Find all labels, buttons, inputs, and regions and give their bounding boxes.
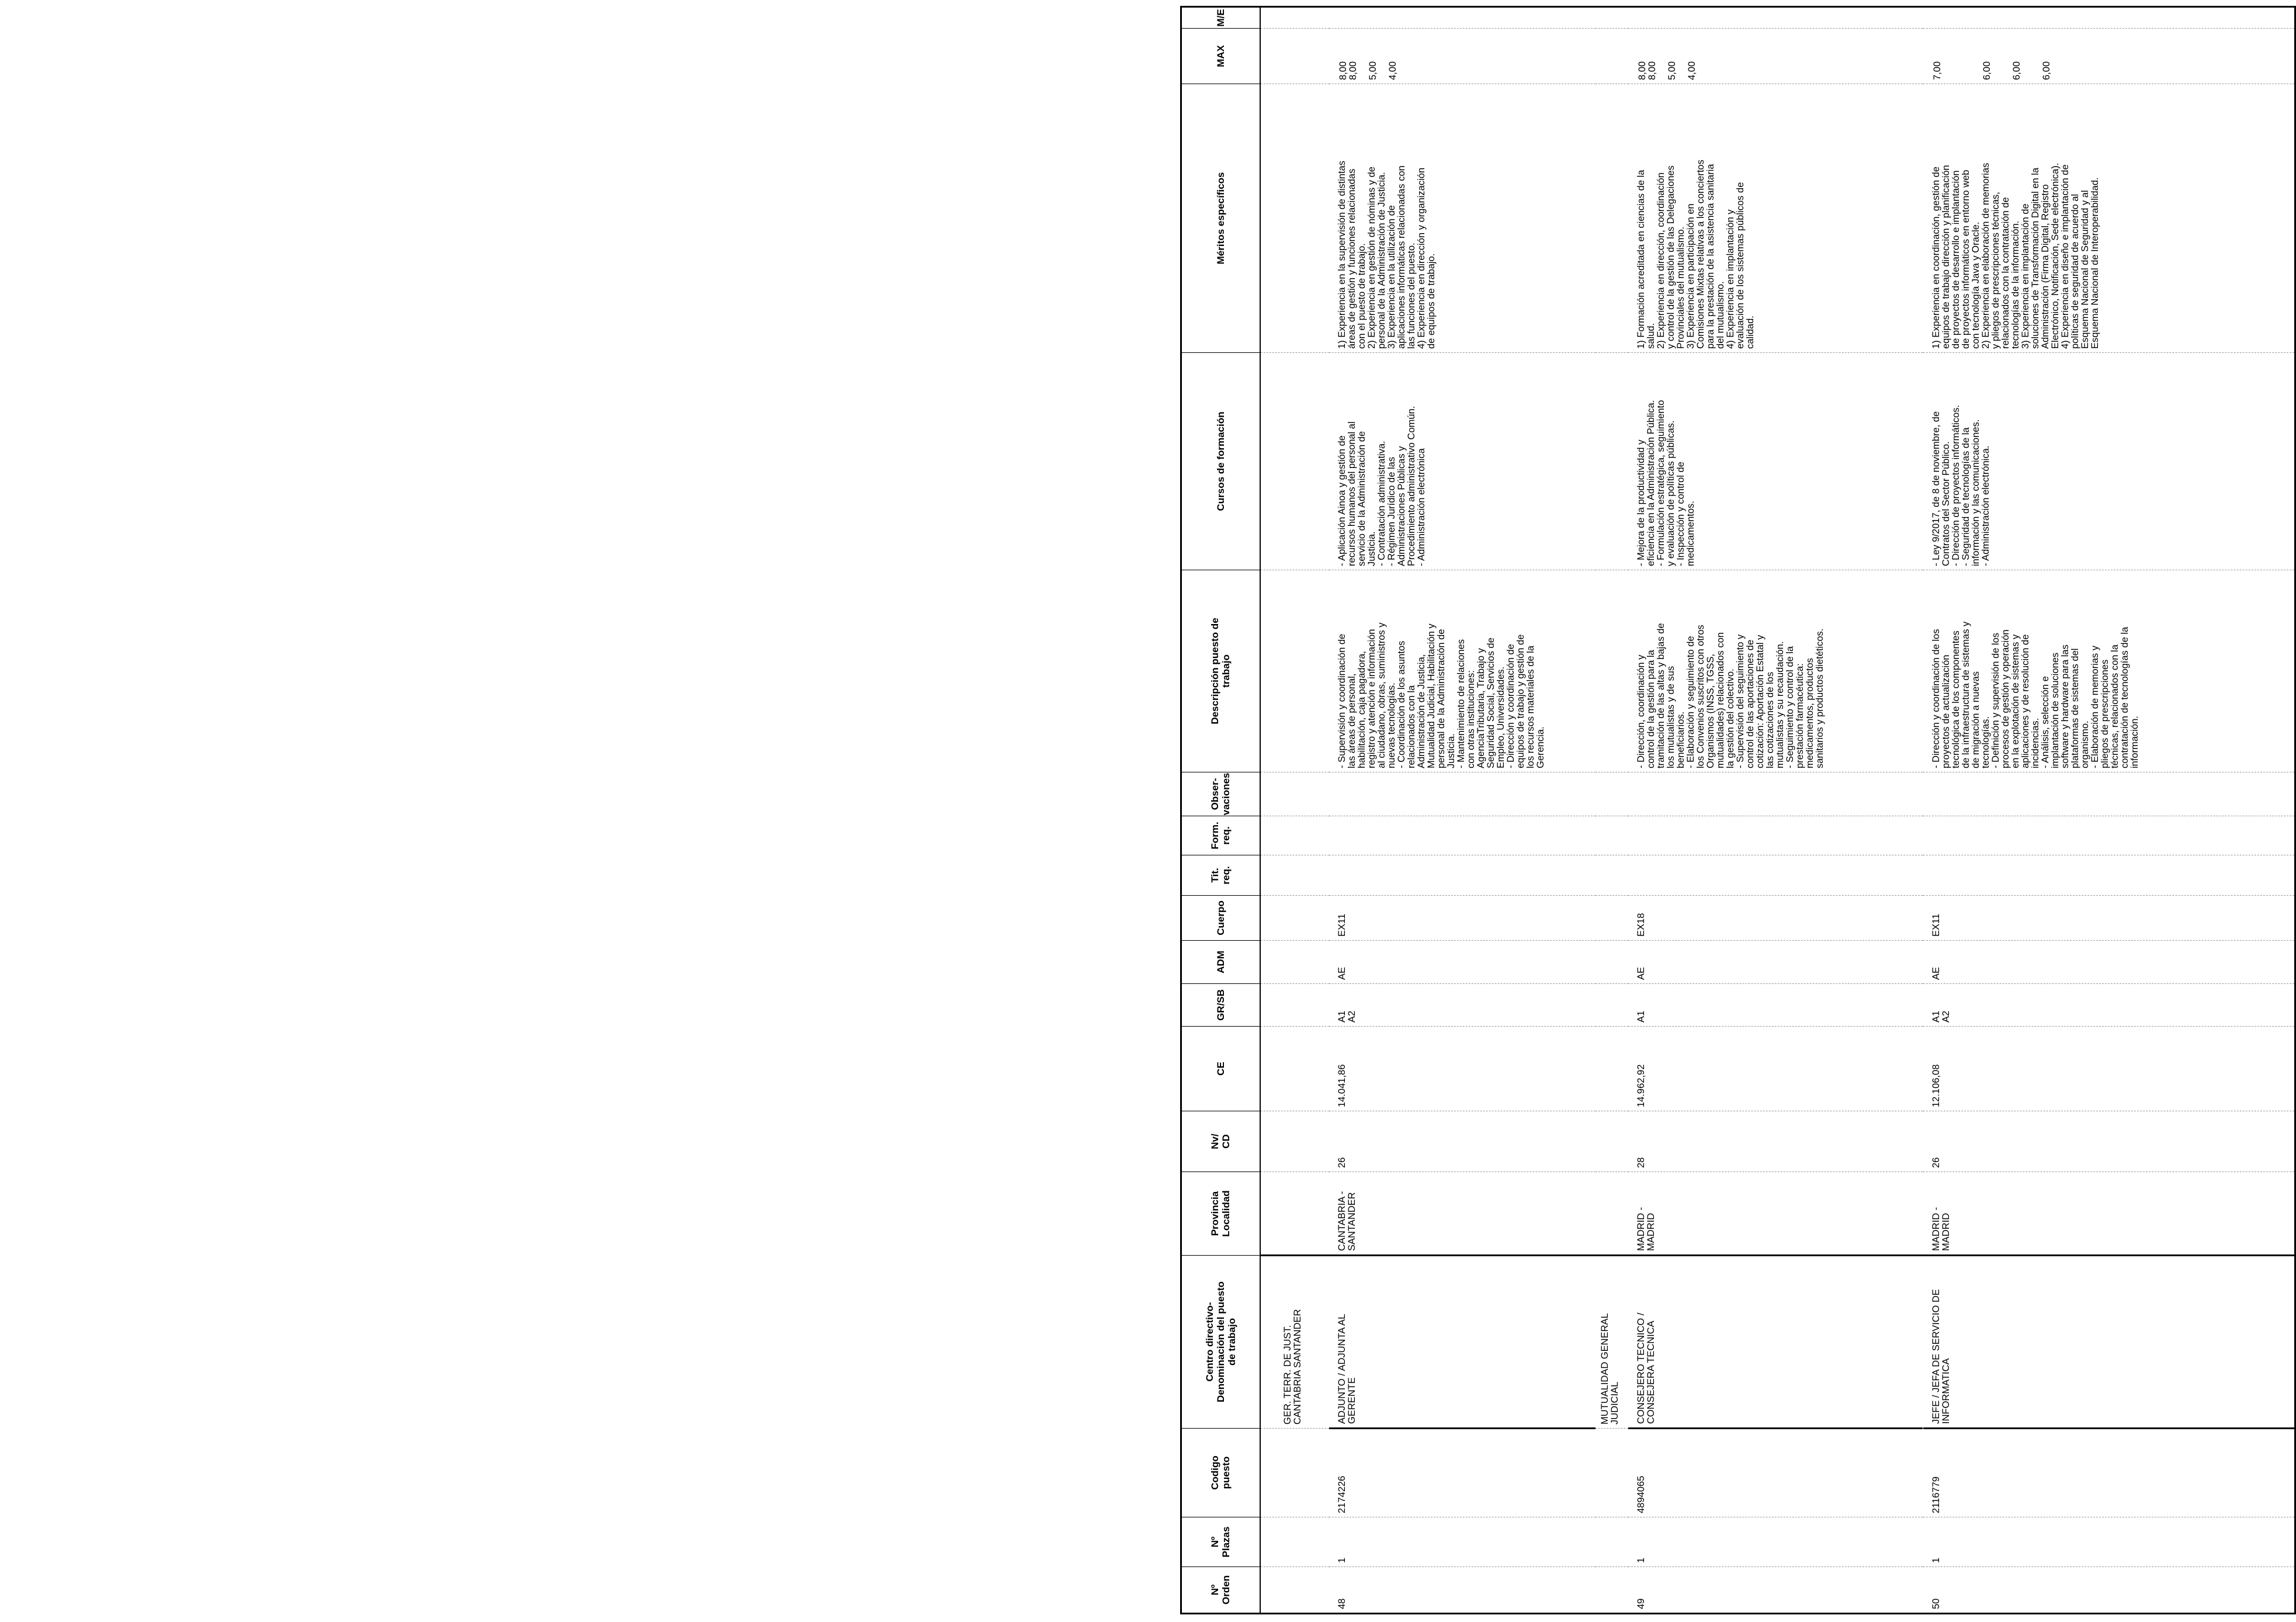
cell-plazas [1923, 1517, 2295, 1567]
header-plazas: Nº Plazas [1181, 1517, 1260, 1567]
cell-me [1329, 7, 1596, 29]
header-adm: ADM [1181, 941, 1260, 984]
cell-cursos [1628, 353, 1922, 570]
cell-codigo [1628, 1429, 1922, 1517]
cell-adm [1628, 941, 1922, 984]
cell-max [1923, 29, 2295, 84]
cell-plazas [1329, 1517, 1596, 1567]
cell-max [1628, 29, 1922, 84]
cell-meritos-text: 1) Experiencia en coordinación, gestión de equipos de trabajo dirección y planificación de proyectos de desarrollo e implantación de proyectos informáticos en entorno web con tecnología Java y Oracle. 2) Experiencia en elaboración de memorias y pliegos de prescripciones técnicas, relacionados con la contratación de tecnologías de la información. 3) Experiencia en implantación de soluciones de Transformación Digital en la Administración (Firma Digital, Registro Electrónico, Notificación, Sede electrónica). 4) Experiencia en diseño e implantación de políticas de seguridad de acuerdo al Esquema Nacional de Seguridad y al Esquema Nacional de Interoperabilidad. [1930, 162, 2100, 349]
cell-descripcion-text: - Supervisión y coordinación de las áreas de personal, habilitación, caja pagadora, registro y atención e información al ciudadano, obras, suministros y nuevas tecnologías. - Coordinación de los asuntos relacionados con la Administración de Justicia, Mutualidad Judicial, Habilitación y personal de la Administración de Justicia. - Mantenimiento de relaciones con otras instituciones: AgenciaTributaria, Trabajo y Seguridad Social, Servicios de Empleo, Universidades. - Dirección y coordinación de equipos de trabajo y gestión de los recursos materiales de la Gerencia. [1336, 622, 1546, 768]
cell-grsb [1329, 984, 1596, 1027]
header-form: Form. req. [1181, 816, 1260, 855]
cell-cuerpo [1923, 896, 2295, 941]
rotated-table-sheet [1180, 8, 2296, 1614]
group-spacer-cell [1596, 29, 1628, 84]
cell-centro [1628, 1256, 1922, 1429]
cell-meritos-text: 1) Experiencia en la supervisión de distintas áreas de gestión y funciones relacionadas con el puesto de trabajo. 2) Experiencia en gestión de nóminas y de personal de la Administración de Justicia. 3) Experiencia en la utilización de aplicaciones informáticas relacionadas con las funciones del puesto. 4) Experiencia en dirección y organización de equipos de trabajo. [1336, 161, 1437, 349]
group-spacer-cell [1596, 7, 1628, 29]
cell-nv [1923, 1111, 2295, 1172]
group-header-label: GER. TERR. DE JUST. CANTABRIA SANTANDER [1282, 1309, 1303, 1425]
table-row [1923, 7, 2295, 1614]
max-score: 7,00 [1931, 61, 1943, 80]
cell-cursos-text: - Aplicación Ainoa y gestión de recursos humanos del personal al servicio de la Administración de Justicia. - Contratación administrativa. - Régimen Jurídico de las Administraciones Públicas y Procedimiento administrativo Común. - Administración electrónica [1336, 406, 1427, 566]
cell-meritos [1923, 84, 2295, 353]
cell-provincia-text: MADRID - MADRID [1930, 1207, 1951, 1251]
cell-provincia-text: CANTABRIA - SANTANDER [1336, 1191, 1357, 1251]
cell-cursos-text: - Mejora de la productividad y eficiencia en la Administración Pública. - Formulación estratégica, seguimiento y evaluación de políticas públicas. - Inspección y control de medicamentos. [1636, 400, 1697, 566]
cell-ce-text: 14.962,92 [1636, 1064, 1647, 1107]
cell-orden [1628, 1567, 1922, 1614]
header-provincia: Provincia Localidad [1181, 1172, 1260, 1256]
cell-centro [1329, 1256, 1596, 1429]
cell-codigo [1923, 1429, 2295, 1517]
cell-me [1923, 7, 2295, 29]
cell-plazas-text: 1 [1636, 1557, 1647, 1563]
puestos-table [1180, 6, 2296, 1614]
cell-nv-text: 26 [1336, 1157, 1347, 1168]
group-spacer-cell [1260, 816, 1329, 855]
cell-max [1329, 29, 1596, 84]
header-grsb: GR/SB [1181, 984, 1260, 1027]
group-spacer-cell [1260, 941, 1329, 984]
group-spacer-cell [1596, 353, 1628, 570]
max-score: 5,00 [1667, 61, 1678, 80]
cell-centro-text: JEFE / JEFA DE SERVICIO DE INFORMATICA [1930, 1289, 1951, 1424]
header-max: MAX [1181, 29, 1260, 84]
cell-descripcion-text: - Dirección y coordinación de los proyectos de actualización tecnológica de los componentes de la infraestructura de sistemas y de migración a nuevas tecnologías. - Definición y supervisión de los procesos de gestión y operación en la explotación de sistemas y aplicaciones y de resolución de incidencias. - Análisis, selección e implantación de soluciones software y hardware para las plataformas de sistemas del organismo. - Elaboración de memorias y pliegos de prescripciones técnicas, relacionados con la contratación de tecnologías de la información. [1930, 621, 2140, 768]
cell-cuerpo-text: EX18 [1636, 913, 1647, 937]
cell-nv [1329, 1111, 1596, 1172]
cell-descripcion [1923, 570, 2295, 772]
group-spacer-cell [1596, 1027, 1628, 1111]
cell-meritos-text: 1) Formación acreditada en ciencias de la salud. 2) Experiencia en dirección, coordinación y control de la gestión de las Delegaciones Provinciales del mutualismo. 3) Experiencia en participación en Comisiones Mixtas relativas a los conciertos para la prestación de la asistencia sanitaria del mutualismo. 4) Experiencia en implantación y evaluación de los sistemas públicos de calidad. [1636, 160, 1756, 349]
group-spacer-cell [1596, 1567, 1628, 1614]
cell-nv-text: 26 [1930, 1157, 1941, 1168]
cell-form [1329, 816, 1596, 855]
table-row [1329, 7, 1596, 1614]
group-spacer-cell [1260, 29, 1329, 84]
group-spacer-cell [1596, 941, 1628, 984]
group-spacer-cell [1260, 1172, 1329, 1256]
cell-codigo-text: 2116779 [1930, 1476, 1941, 1513]
group-spacer-cell [1596, 816, 1628, 855]
cell-orden-text: 50 [1930, 1598, 1941, 1609]
cell-cursos [1329, 353, 1596, 570]
cell-ce-text: 12.106,08 [1930, 1064, 1941, 1107]
cell-grsb-text: A1 [1636, 1010, 1647, 1023]
cell-provincia [1329, 1172, 1596, 1256]
cell-meritos [1628, 84, 1922, 353]
cell-ce [1628, 1027, 1922, 1111]
group-spacer-cell [1260, 570, 1329, 772]
group-row [1596, 7, 1628, 1614]
header-nv: Nv/ CD [1181, 1111, 1260, 1172]
cell-centro-text: CONSEJERO TECNICO / CONSEJERA TECNICA [1636, 1312, 1657, 1424]
cell-plazas-text: 1 [1930, 1557, 1941, 1563]
cell-centro [1923, 1256, 2295, 1429]
group-spacer-cell [1260, 855, 1329, 896]
cell-grsb-text: A1 A2 [1336, 1010, 1357, 1023]
group-spacer-cell [1596, 1111, 1628, 1172]
cell-descripcion-text: - Dirección, coordinación y control de la gestión para la tramitación de las altas y bajas de los mutualistas y de sus beneficiarios. - Elaboración y seguimiento de los Convenios suscritos con otros Organismos (INSS, TGSS, mutualidades) relacionados con la gestión del colectivo. - Supervisión del seguimiento y control de las aportaciones de cotización: Aportación Estatal y las cotizaciones de los mutualistas y su recaudación. - Seguimiento y control de la prestación farmacéutica: medicamentos, productos sanitarios y productos dietéticos. [1636, 623, 1826, 768]
cell-ce-text: 14.041,86 [1336, 1064, 1347, 1107]
group-spacer-cell [1596, 984, 1628, 1027]
cell-obs [1628, 772, 1922, 816]
cell-orden [1329, 1567, 1596, 1614]
cell-cuerpo-text: EX11 [1336, 913, 1347, 937]
table-body [1260, 7, 2295, 1614]
header-ce: CE [1181, 1027, 1260, 1111]
cell-tit [1923, 855, 2295, 896]
group-header-label: MUTUALIDAD GENERAL JUDICIAL [1599, 1313, 1620, 1425]
group-spacer-cell [1260, 1517, 1329, 1567]
cell-centro-text: ADJUNTO / ADJUNTA AL GERENTE [1336, 1313, 1357, 1424]
cell-tit [1329, 855, 1596, 896]
group-spacer-cell [1596, 1429, 1628, 1517]
max-score: 4,00 [1387, 61, 1398, 80]
cell-cuerpo-text: EX11 [1930, 913, 1941, 937]
group-spacer-cell [1596, 896, 1628, 941]
cell-obs [1329, 772, 1596, 816]
cell-provincia [1923, 1172, 2295, 1256]
header-cursos: Cursos de formación [1181, 353, 1260, 570]
group-spacer-cell [1260, 1567, 1329, 1614]
cell-cursos [1923, 353, 2295, 570]
cell-orden-text: 49 [1636, 1598, 1647, 1609]
header-descripcion: Descripción puesto de trabajo [1181, 570, 1260, 772]
cell-obs [1923, 772, 2295, 816]
header-tit: Tit. req. [1181, 855, 1260, 896]
cell-grsb [1628, 984, 1922, 1027]
header-me: M/E [1181, 7, 1260, 29]
cell-plazas-text: 1 [1336, 1557, 1347, 1563]
cell-provincia [1628, 1172, 1922, 1256]
max-score: 8,00 [1637, 61, 1648, 80]
cell-cuerpo [1628, 896, 1922, 941]
header-meritos: Méritos específicos [1181, 84, 1260, 353]
cell-grsb-text: A1 A2 [1930, 1010, 1951, 1023]
cell-nv [1628, 1111, 1922, 1172]
group-spacer-cell [1260, 353, 1329, 570]
group-header-cell [1596, 1256, 1628, 1429]
cell-adm [1923, 941, 2295, 984]
cell-adm [1329, 941, 1596, 984]
cell-tit [1628, 855, 1922, 896]
cell-adm-text: AE [1336, 966, 1347, 980]
group-spacer-cell [1596, 1172, 1628, 1256]
cell-cursos-text: - Ley 9/2017, de 8 de noviembre, de Contratos del Sector Público. - Dirección de proyectos informáticos. - Seguridad de tecnologías de la información y las comunicaciones. - Administración electrónica. [1930, 404, 1991, 566]
cell-form [1923, 816, 2295, 855]
group-spacer-cell [1260, 984, 1329, 1027]
max-score: 6,00 [1981, 61, 1992, 80]
cell-codigo-text: 2174226 [1336, 1475, 1347, 1513]
cell-grsb [1923, 984, 2295, 1027]
cell-descripcion [1628, 570, 1922, 772]
group-spacer-cell [1260, 1429, 1329, 1517]
header-row [1181, 7, 1260, 1614]
cell-form [1628, 816, 1922, 855]
cell-descripcion [1329, 570, 1596, 772]
cell-adm-text: AE [1930, 966, 1941, 980]
header-orden: Nº Orden [1181, 1567, 1260, 1614]
group-spacer-cell [1260, 1027, 1329, 1111]
max-score: 4,00 [1687, 61, 1698, 80]
cell-plazas [1628, 1517, 1922, 1567]
group-header-cell [1260, 1256, 1329, 1429]
group-spacer-cell [1596, 570, 1628, 772]
max-score: 6,00 [2011, 61, 2022, 80]
cell-nv-text: 28 [1636, 1157, 1647, 1168]
cell-ce [1329, 1027, 1596, 1111]
cell-codigo [1329, 1429, 1596, 1517]
table-row [1628, 7, 1922, 1614]
header-observaciones: Obser- vaciones [1181, 772, 1260, 816]
max-score: 8,00 [1337, 61, 1348, 80]
group-spacer-cell [1260, 896, 1329, 941]
cell-ce [1923, 1027, 2295, 1111]
cell-cuerpo [1329, 896, 1596, 941]
cell-provincia-text: MADRID - MADRID [1636, 1207, 1657, 1251]
group-spacer-cell [1260, 1111, 1329, 1172]
group-spacer-cell [1596, 1517, 1628, 1567]
cell-me [1628, 7, 1922, 29]
cell-orden-text: 48 [1336, 1598, 1347, 1609]
header-centro: Centro directivo- Denominación del puesto de trabajo [1181, 1256, 1260, 1429]
cell-adm-text: AE [1636, 966, 1647, 980]
group-spacer-cell [1596, 772, 1628, 816]
group-spacer-cell [1596, 855, 1628, 896]
group-spacer-cell [1260, 772, 1329, 816]
header-cuerpo: Cuerpo [1181, 896, 1260, 941]
max-score: 8,00 [1647, 61, 1658, 80]
max-score: 8,00 [1347, 61, 1358, 80]
header-codigo: Codigo puesto [1181, 1429, 1260, 1517]
group-spacer-cell [1260, 7, 1329, 29]
max-score: 6,00 [2041, 61, 2052, 80]
group-row [1260, 7, 1329, 1614]
cell-orden [1923, 1567, 2295, 1614]
group-spacer-cell [1260, 84, 1329, 353]
max-score: 5,00 [1367, 61, 1378, 80]
group-spacer-cell [1596, 84, 1628, 353]
cell-meritos [1329, 84, 1596, 353]
cell-codigo-text: 4894065 [1636, 1475, 1647, 1513]
